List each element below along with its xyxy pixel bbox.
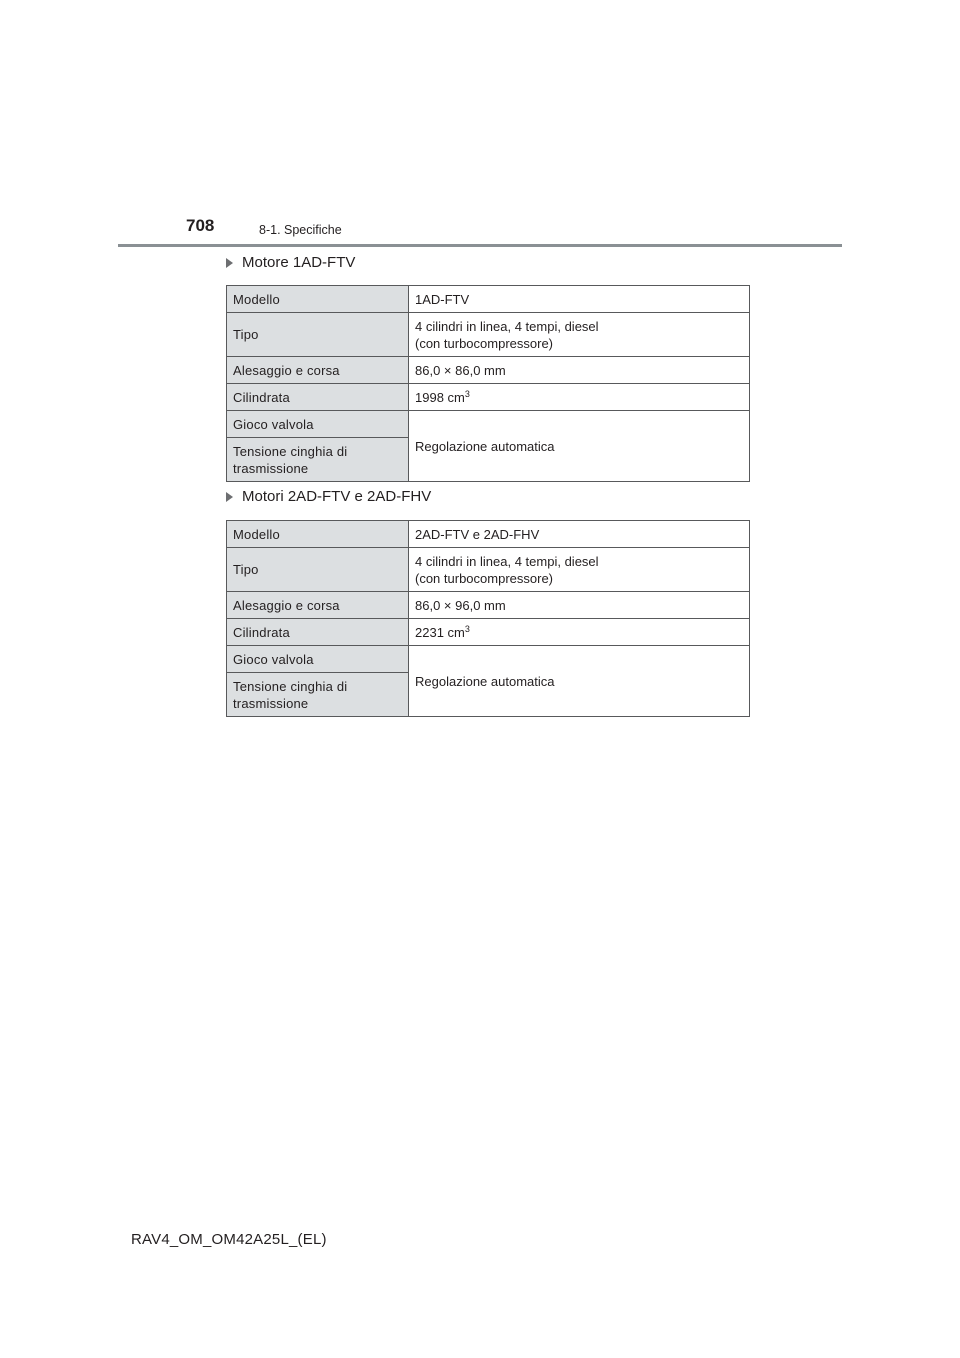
displacement-exponent: 3 — [464, 388, 470, 399]
arrow-right-icon — [226, 492, 233, 502]
table-row — [227, 521, 750, 548]
displacement-exponent: 3 — [464, 623, 470, 634]
engine-1-spec-table — [226, 285, 750, 482]
engine-2-spec-table — [226, 520, 750, 717]
table-row — [227, 384, 750, 411]
displacement-value — [409, 619, 750, 646]
table-row — [227, 548, 750, 592]
table-row — [227, 619, 750, 646]
table-row — [227, 411, 750, 438]
type-label: Tipo — [227, 548, 409, 592]
model-value: 1AD-FTV — [409, 286, 750, 313]
table-row — [227, 313, 750, 357]
model-label: Modello — [227, 521, 409, 548]
table-row — [227, 646, 750, 673]
auto-adjust-value: Regolazione automatica — [409, 411, 750, 482]
engine-2-heading-text: Motori 2AD-FTV e 2AD-FHV — [242, 488, 432, 505]
type-value — [409, 548, 750, 592]
type-value-line-2: (con turbocompressore) — [415, 335, 553, 351]
type-value-line-2: (con turbocompressore) — [415, 570, 553, 586]
type-value-line-1: 4 cilindri in linea, 4 tempi, diesel — [415, 553, 599, 569]
type-value — [409, 313, 750, 357]
engine-1-heading — [226, 254, 355, 272]
bore-label: Alesaggio e corsa — [227, 592, 409, 619]
engine-1-heading-text: Motore 1AD-FTV — [242, 254, 356, 271]
type-label: Tipo — [227, 313, 409, 357]
page-number: 708 — [186, 216, 215, 235]
table-row — [227, 357, 750, 384]
displacement-number: 1998 cm — [415, 389, 465, 405]
model-value: 2AD-FTV e 2AD-FHV — [409, 521, 750, 548]
document-code: RAV4_OM_OM42A25L_(EL) — [131, 1231, 327, 1248]
valve-label: Gioco valvola — [227, 411, 409, 438]
model-label: Modello — [227, 286, 409, 313]
bore-value: 86,0 × 96,0 mm — [409, 592, 750, 619]
belt-label: Tensione cinghia di trasmissione — [227, 438, 409, 482]
valve-label: Gioco valvola — [227, 646, 409, 673]
displacement-number: 2231 cm — [415, 624, 465, 640]
displacement-value — [409, 384, 750, 411]
bore-label: Alesaggio e corsa — [227, 357, 409, 384]
belt-label: Tensione cinghia di trasmissione — [227, 673, 409, 717]
table-row — [227, 592, 750, 619]
engine-2-heading — [226, 488, 431, 506]
header-divider — [118, 244, 842, 247]
bore-value: 86,0 × 86,0 mm — [409, 357, 750, 384]
auto-adjust-value: Regolazione automatica — [409, 646, 750, 717]
arrow-right-icon — [226, 258, 233, 268]
table-row — [227, 286, 750, 313]
displacement-label: Cilindrata — [227, 619, 409, 646]
section-title: 8-1. Specifiche — [259, 223, 342, 237]
displacement-label: Cilindrata — [227, 384, 409, 411]
type-value-line-1: 4 cilindri in linea, 4 tempi, diesel — [415, 318, 599, 334]
